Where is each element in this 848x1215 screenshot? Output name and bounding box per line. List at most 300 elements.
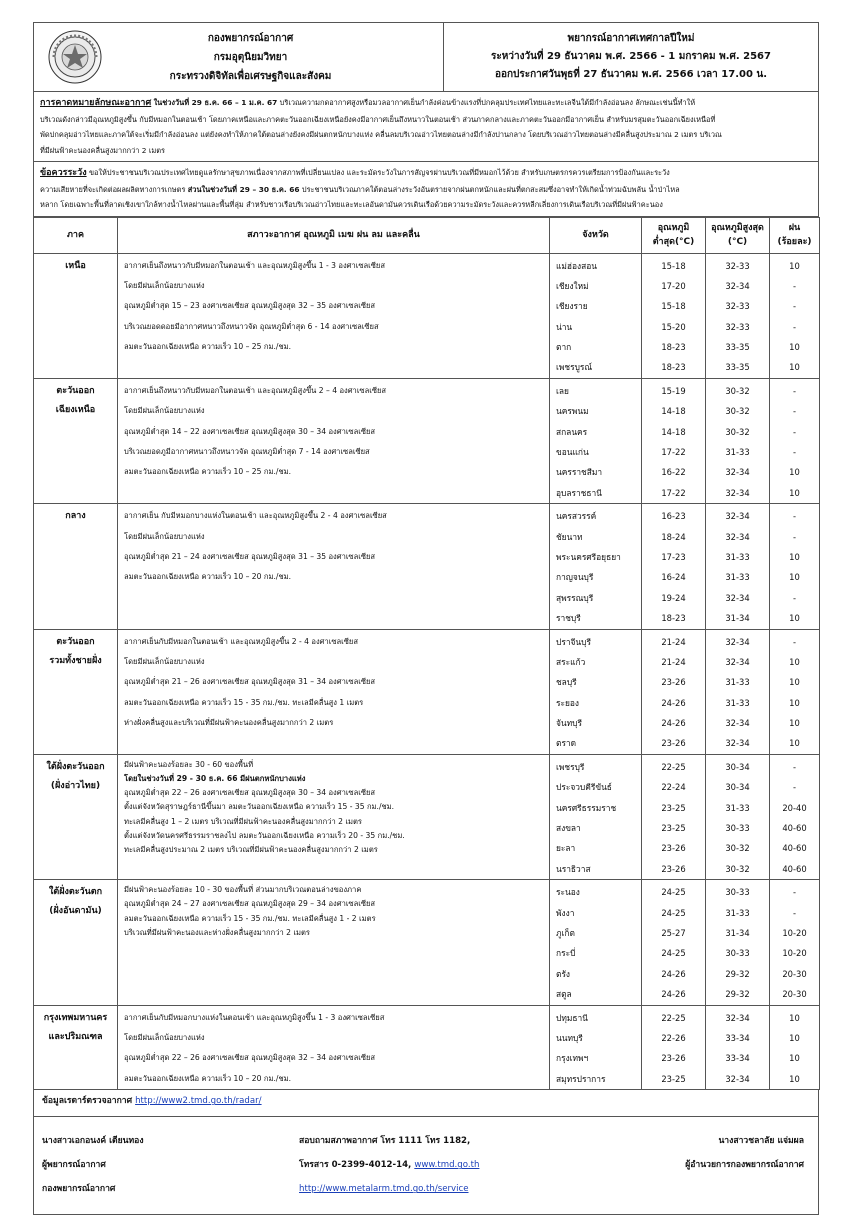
tmax-cell: 32-34 bbox=[725, 592, 750, 603]
rain-cell: - bbox=[792, 511, 797, 522]
rain-cell-column bbox=[770, 253, 820, 378]
province-cell: อุบลราชธานี bbox=[556, 487, 602, 498]
tmax-cell: 30-34 bbox=[725, 782, 750, 793]
tmin-cell: 17-23 bbox=[661, 551, 686, 562]
condition-line: ทะเลมีคลื่นสูงประมาณ 2 เมตร บริเวณที่มีฝนฟ้าคะนองคลื่นสูงมากกว่า 2 เมตร bbox=[124, 845, 378, 855]
radar-link[interactable]: http://www2.tmd.go.th/radar/ bbox=[135, 1096, 262, 1107]
document-footer bbox=[33, 1117, 819, 1215]
outlook-label: การคาดหมายลักษณะอากาศ bbox=[40, 98, 152, 108]
rain-cell: - bbox=[792, 426, 797, 437]
tmax-cell: 32-34 bbox=[725, 487, 750, 498]
tmax-cell: 30-32 bbox=[725, 406, 750, 417]
tmax-cell: 32-33 bbox=[725, 321, 750, 332]
tmax-cell-column bbox=[706, 629, 770, 754]
province-cell: ประจวบคีรีขันธ์ bbox=[556, 782, 612, 793]
tmax-cell: 32-33 bbox=[725, 260, 750, 271]
tmax-cell-column bbox=[706, 378, 770, 503]
tmin-cell: 16-23 bbox=[661, 511, 686, 522]
tmax-cell: 31-33 bbox=[725, 802, 750, 813]
tmin-cell: 15-19 bbox=[661, 385, 686, 396]
rain-cell-column bbox=[770, 629, 820, 754]
tmin-cell-column bbox=[642, 378, 706, 503]
region-row bbox=[34, 880, 820, 1005]
outlook-text-2: บริเวณดังกล่าวมีอุณหภูมิสูงขึ้น กับมีหมอกในตอนเช้า โดยภาคเหนือและภาคตะวันออกเฉียงเหนือยังคงมีอากาศเย็นถึงหนาวในตอนเช้า ส่วนภาคกลางและภาคตะวันออกมีอากาศเย็น สำหรับมรสุมตะวันออกเฉียงเหนือที่ bbox=[40, 114, 716, 124]
rain-cell: 10 bbox=[789, 572, 800, 583]
rain-cell-column bbox=[770, 504, 820, 629]
condition-line: มีฝนฟ้าคะนองร้อยละ 30 - 60 ของพื้นที่ bbox=[124, 759, 254, 769]
radar-row bbox=[33, 1090, 819, 1117]
province-cell: พังงา bbox=[556, 907, 575, 918]
tmin-cell-column bbox=[642, 253, 706, 378]
tmin-cell: 24-26 bbox=[661, 718, 686, 729]
region-name-line: ใต้ฝั่งตะวันตก bbox=[48, 887, 103, 898]
issue-date: ออกประกาศวันพุธที่ 27 ธันวาคม พ.ศ. 2566 เวลา 17.00 น. bbox=[494, 69, 768, 80]
forecast-period: ระหว่างวันที่ 29 ธันวาคม พ.ศ. 2566 - 1 มกราคม พ.ศ. 2567 bbox=[491, 51, 771, 62]
province-cell: ปราจีนบุรี bbox=[556, 636, 591, 647]
tmin-cell: 14-18 bbox=[661, 406, 686, 417]
contact-phone: สอบถามสภาพอากาศ โทร 1111 โทร 1182, bbox=[299, 1136, 471, 1147]
condition-line: ห่างฝั่งคลื่นสูงและบริเวณที่มีฝนฟ้าคะนองคลื่นสูงมากกว่า 2 เมตร bbox=[124, 718, 334, 728]
region-name-line: เหนือ bbox=[65, 260, 86, 271]
tmin-cell: 15-18 bbox=[661, 260, 686, 271]
rain-cell: 40-60 bbox=[782, 863, 807, 874]
header-rain: ฝน (ร้อยละ) bbox=[770, 217, 820, 253]
region-conditions bbox=[118, 754, 550, 879]
region-conditions bbox=[118, 880, 550, 1005]
province-cell-column bbox=[550, 378, 642, 503]
title-block bbox=[444, 23, 818, 91]
outlook-box bbox=[33, 92, 819, 162]
province-cell: เลย bbox=[556, 385, 569, 396]
rain-cell: - bbox=[792, 406, 797, 417]
caution-text-4: หลาก โดยเฉพาะพื้นที่ลาดเชิงเขาใกล้ทางน้ำไหลผ่านและพื้นที่ลุ่ม สำหรับชาวเรือบริเวณอ่าวไทยและทะเลอันดามันควรเดินเรือด้วยความระมัดระวังและควรหลีกเลี่ยงการเดินเรือบริเวณที่มีฝนฟ้าคะนอง bbox=[40, 200, 663, 209]
tmin-cell: 18-24 bbox=[661, 531, 686, 542]
tmax-cell: 31-33 bbox=[725, 697, 750, 708]
province-cell: นครราชสีมา bbox=[556, 467, 603, 478]
tmax-cell: 32-34 bbox=[725, 738, 750, 749]
condition-line: บริเวณที่มีฝนฟ้าคะนองและห่างฝั่งคลื่นสูงมากกว่า 2 เมตร bbox=[124, 927, 311, 937]
province-cell-column bbox=[550, 1005, 642, 1090]
tmax-cell: 30-32 bbox=[725, 863, 750, 874]
forecaster-name: นางสาวเอกอนงค์ เตียนทอง bbox=[42, 1136, 144, 1147]
rain-cell: 10 bbox=[789, 260, 800, 271]
condition-line: โดยในช่วงวันที่ 29 - 30 ธ.ค. 66 มีฝนตกหนักบางแห่ง bbox=[124, 774, 306, 784]
province-cell: ตรัง bbox=[556, 968, 571, 979]
province-cell: ยะลา bbox=[556, 843, 576, 854]
header-tmin: อุณหภูมิ ต่ำสุด(°C) bbox=[642, 217, 706, 253]
tmin-cell: 17-22 bbox=[661, 447, 686, 458]
table-body bbox=[34, 253, 820, 1090]
tmin-cell: 16-22 bbox=[661, 467, 686, 478]
tmax-cell: 32-34 bbox=[725, 1012, 750, 1023]
province-cell: ตาก bbox=[556, 342, 572, 353]
agency-line-1: กองพยากรณ์อากาศ bbox=[207, 32, 294, 44]
province-cell-column bbox=[550, 754, 642, 879]
tmax-cell-column bbox=[706, 1005, 770, 1090]
agency-block bbox=[34, 23, 444, 91]
condition-line: โดยมีฝนเล็กน้อยบางแห่ง bbox=[124, 1032, 205, 1042]
tmin-cell: 21-24 bbox=[661, 636, 686, 647]
caution-box bbox=[33, 162, 819, 217]
contact-fax-line bbox=[299, 1153, 599, 1177]
province-cell: เพชรบูรณ์ bbox=[556, 362, 593, 373]
rain-cell: 10 bbox=[789, 551, 800, 562]
tmax-cell: 33-34 bbox=[725, 1053, 750, 1064]
rain-cell: 10 bbox=[789, 1012, 800, 1023]
caution-line-1 bbox=[40, 165, 812, 182]
region-name bbox=[34, 629, 118, 754]
metalarm-link[interactable]: http://www.metalarm.tmd.go.th/service bbox=[299, 1184, 469, 1195]
condition-line: อุณหภูมิต่ำสุด 15 – 23 องศาเซลเซียส อุณหภูมิสูงสุด 32 – 35 องศาเซลเซียส bbox=[124, 301, 376, 311]
province-cell: ตราด bbox=[556, 738, 577, 749]
rain-cell: - bbox=[792, 301, 797, 312]
rain-cell: - bbox=[792, 531, 797, 542]
rain-cell-column bbox=[770, 1005, 820, 1090]
tmin-cell: 19-24 bbox=[661, 592, 686, 603]
tmax-cell: 29-32 bbox=[725, 968, 750, 979]
region-name bbox=[34, 504, 118, 629]
condition-line: ลมตะวันออกเฉียงเหนือ ความเร็ว 10 – 20 กม./ชม. bbox=[124, 1073, 292, 1083]
province-cell: สมุทรปราการ bbox=[556, 1073, 606, 1084]
condition-line: มีฝนฟ้าคะนองร้อยละ 10 - 30 ของพื้นที่ ส่วนมากบริเวณตอนล่างของภาค bbox=[124, 885, 362, 895]
rain-cell: - bbox=[792, 907, 797, 918]
tmax-cell: 31-34 bbox=[725, 613, 750, 624]
tmin-cell: 24-25 bbox=[661, 907, 686, 918]
tmin-cell: 23-25 bbox=[661, 823, 686, 834]
rain-cell: 20-30 bbox=[782, 989, 807, 1000]
tmin-cell: 18-23 bbox=[661, 342, 686, 353]
document-header bbox=[33, 22, 819, 92]
rain-cell: 10-20 bbox=[782, 948, 807, 959]
province-cell: ชัยนาท bbox=[556, 531, 583, 542]
tmin-cell: 22-25 bbox=[661, 1012, 686, 1023]
rain-cell: 10 bbox=[789, 656, 800, 667]
tmax-cell: 32-33 bbox=[725, 301, 750, 312]
tmax-cell: 30-32 bbox=[725, 385, 750, 396]
condition-line: ลมตะวันออกเฉียงเหนือ ความเร็ว 10 – 20 กม./ชม. bbox=[124, 572, 292, 582]
rain-cell-column bbox=[770, 754, 820, 879]
region-name-line: เฉียงเหนือ bbox=[55, 404, 96, 415]
tmin-cell: 23-26 bbox=[661, 863, 686, 874]
caution-text-3: ประชาชนบริเวณภาคใต้ตอนล่างระวังอันตรายจากฝนตกหนักและฝนที่ตกสะสมซึ่งอาจทำให้เกิดน้ำท่วมฉับพลัน น้ำป่าไหล bbox=[301, 184, 680, 194]
tmin-cell: 18-23 bbox=[661, 362, 686, 373]
condition-line: ลมตะวันออกเฉียงเหนือ ความเร็ว 15 - 35 กม./ชม. ทะเลมีคลื่นสูง 1 เมตร bbox=[124, 697, 364, 707]
rain-cell: - bbox=[792, 782, 797, 793]
tmin-cell: 14-18 bbox=[661, 426, 686, 437]
tmd-seal-icon bbox=[48, 30, 102, 84]
tmax-cell: 30-32 bbox=[725, 843, 750, 854]
rain-cell: 10 bbox=[789, 697, 800, 708]
tmin-cell-column bbox=[642, 629, 706, 754]
tmin-cell: 23-26 bbox=[661, 677, 686, 688]
tmin-cell: 16-24 bbox=[661, 572, 686, 583]
header-condition: สภาวะอากาศ อุณหภูมิ เมฆ ฝน ลม และคลื่น bbox=[118, 217, 550, 253]
tmax-cell: 32-34 bbox=[725, 531, 750, 542]
tmax-cell: 30-33 bbox=[725, 823, 750, 834]
province-cell: นราธิวาส bbox=[556, 863, 591, 874]
condition-line: โดยมีฝนเล็กน้อยบางแห่ง bbox=[124, 406, 205, 416]
condition-line: อุณหภูมิต่ำสุด 22 – 26 องศาเซลเซียส อุณหภูมิสูงสุด 32 – 34 องศาเซลเซียส bbox=[124, 1053, 376, 1063]
province-cell: กาญจนบุรี bbox=[556, 572, 594, 583]
contact-block bbox=[299, 1129, 599, 1214]
rain-cell: 10 bbox=[789, 1032, 800, 1043]
tmax-cell: 29-32 bbox=[725, 989, 750, 1000]
rain-cell: - bbox=[792, 592, 797, 603]
province-cell: ราชบุรี bbox=[556, 613, 581, 624]
rain-cell: 10-20 bbox=[782, 928, 807, 938]
region-conditions bbox=[118, 253, 550, 378]
contact-fax: โทรสาร 0-2399-4012-14, bbox=[299, 1160, 412, 1171]
province-cell: เชียงใหม่ bbox=[556, 280, 589, 291]
tmax-cell: 33-34 bbox=[725, 1032, 750, 1043]
province-cell: ระยอง bbox=[556, 697, 580, 708]
tmax-cell-column bbox=[706, 880, 770, 1005]
outlook-line-1 bbox=[40, 95, 812, 112]
rain-cell: 10 bbox=[789, 738, 800, 749]
region-name-line: ตะวันออก bbox=[56, 385, 95, 396]
condition-line: ทะเลมีคลื่นสูง 1 – 2 เมตร บริเวณที่มีฝนฟ้าคะนองคลื่นสูงมากกว่า 2 เมตร bbox=[124, 816, 362, 826]
condition-line: อากาศเย็นถึงหนาวกับมีหมอกในตอนเช้า และอุณหภูมิสูงขึ้น 2 – 4 องศาเซลเซียส bbox=[124, 385, 387, 395]
outlook-text-3: พัดปกคลุมอ่าวไทยและภาคใต้จะเริ่มมีกำลังอ่อนลง แต่ยังคงทำให้ภาคใต้ตอนล่างยังคงมีฝนตกหนักบางแห่ง คลื่นลมบริเวณอ่าวไทยตอนล่างมีกำลังปานกลาง โดยบริเวณอ่าวไทยตอนล่างมีคลื่นสูงประมาณ 2 เมตร บริเวณ bbox=[40, 130, 722, 139]
condition-line: อุณหภูมิต่ำสุด 24 – 27 องศาเซลเซียส อุณหภูมิสูงสุด 29 – 34 องศาเซลเซียส bbox=[124, 899, 376, 909]
rain-cell: 40-60 bbox=[782, 843, 807, 854]
province-cell: เชียงราย bbox=[556, 301, 588, 312]
rain-cell: 20-30 bbox=[782, 968, 807, 979]
tmax-cell: 30-33 bbox=[725, 887, 750, 898]
caution-line-2 bbox=[40, 182, 812, 198]
province-cell: ชลบุรี bbox=[556, 677, 577, 688]
forecaster-division: กองพยากรณ์อากาศ bbox=[42, 1184, 116, 1195]
condition-line: ตั้งแต่จังหวัดนครศรีธรรมราชลงไป ลมตะวันออกเฉียงเหนือ ความเร็ว 20 - 35 กม./ชม. bbox=[124, 830, 405, 840]
rain-cell: 10 bbox=[789, 342, 800, 353]
rain-cell: 10 bbox=[789, 362, 800, 373]
tmin-cell: 22-26 bbox=[661, 1032, 686, 1043]
radar-label: ข้อมูลเรดาร์ตรวจอากาศ bbox=[42, 1096, 133, 1107]
rain-cell: - bbox=[792, 887, 797, 898]
region-name-line: ใต้ฝั่งตะวันออก bbox=[46, 761, 105, 772]
header-region: ภาค bbox=[34, 217, 118, 253]
province-cell: สระแก้ว bbox=[556, 656, 586, 667]
region-name bbox=[34, 378, 118, 503]
province-cell: นครศรีธรรมราช bbox=[556, 802, 617, 813]
rain-cell: 10 bbox=[789, 1073, 800, 1084]
rain-cell: - bbox=[792, 280, 797, 291]
province-cell: พระนครศรีอยุธยา bbox=[556, 551, 621, 562]
tmin-cell: 22-25 bbox=[661, 761, 686, 772]
forecast-document bbox=[33, 22, 819, 1215]
province-cell: กระบี่ bbox=[556, 948, 576, 959]
tmin-cell: 24-26 bbox=[661, 989, 686, 1000]
document-title: พยากรณ์อากาศเทศกาลปีใหม่ bbox=[567, 33, 695, 44]
tmax-cell: 30-34 bbox=[725, 761, 750, 772]
region-name bbox=[34, 880, 118, 1005]
province-cell: สุพรรณบุรี bbox=[556, 592, 594, 603]
province-cell: ระนอง bbox=[556, 887, 580, 898]
rain-cell-column bbox=[770, 378, 820, 503]
tmin-cell: 23-26 bbox=[661, 843, 686, 854]
condition-line: อุณหภูมิต่ำสุด 21 – 24 องศาเซลเซียส อุณหภูมิสูงสุด 31 – 35 องศาเซลเซียส bbox=[124, 552, 376, 561]
tmd-website-link[interactable]: www.tmd.go.th bbox=[414, 1160, 480, 1171]
tmax-cell: 31-33 bbox=[725, 677, 750, 688]
region-name-line: ตะวันออก bbox=[56, 636, 95, 647]
tmin-cell: 23-25 bbox=[661, 1073, 686, 1084]
province-cell: แม่ฮ่องสอน bbox=[556, 260, 598, 271]
rain-cell: 10 bbox=[789, 487, 800, 498]
region-conditions bbox=[118, 1005, 550, 1090]
rain-cell: 10 bbox=[789, 467, 800, 478]
condition-line: อากาศเย็น กับมีหมอกบางแห่งในตอนเช้า และอุณหภูมิสูงขึ้น 2 - 4 องศาเซลเซียส bbox=[124, 511, 387, 521]
condition-line: อากาศเย็นถึงหนาวกับมีหมอกในตอนเช้า และอุณหภูมิสูงขึ้น 1 - 3 องศาเซลเซียส bbox=[124, 260, 385, 270]
tmax-cell: 30-32 bbox=[725, 426, 750, 437]
tmin-cell-column bbox=[642, 504, 706, 629]
tmin-cell-column bbox=[642, 1005, 706, 1090]
header-tmax: อุณหภูมิสูงสุด (°C) bbox=[706, 217, 770, 253]
province-cell-column bbox=[550, 504, 642, 629]
rain-cell: - bbox=[792, 761, 797, 772]
rain-cell: - bbox=[792, 321, 797, 332]
region-name bbox=[34, 754, 118, 879]
caution-text-1: ขอให้ประชาชนบริเวณประเทศไทยดูแลรักษาสุขภาพเนื่องจากสภาพที่เปลี่ยนแปลง และระมัดระวังในการสัญจรผ่านบริเวณที่มีหมอกไว้ด้วย สำหรับเกษตรกรควรเตรียมการป้องกันและระวัง bbox=[88, 168, 670, 177]
tmin-cell: 23-26 bbox=[661, 1053, 686, 1064]
tmax-cell: 30-33 bbox=[725, 948, 750, 959]
region-row bbox=[34, 378, 820, 503]
condition-line: ลมตะวันออกเฉียงเหนือ ความเร็ว 10 – 25 กม./ชม. bbox=[124, 342, 292, 352]
tmax-cell: 32-34 bbox=[725, 718, 750, 729]
agency-lines bbox=[112, 29, 443, 86]
region-name-line: กลาง bbox=[65, 511, 86, 522]
tmax-cell: 31-33 bbox=[725, 572, 750, 583]
region-row bbox=[34, 629, 820, 754]
tmax-cell: 32-34 bbox=[725, 656, 750, 667]
condition-line: ลมตะวันออกเฉียงเหนือ ความเร็ว 10 – 25 กม./ชม. bbox=[124, 467, 292, 477]
region-row bbox=[34, 504, 820, 629]
agency-line-2: กรมอุตุนิยมวิทยา bbox=[213, 51, 288, 63]
service-link-line bbox=[299, 1177, 599, 1201]
region-row bbox=[34, 1005, 820, 1090]
province-cell: ภูเก็ต bbox=[556, 928, 575, 938]
tmax-cell: 32-34 bbox=[725, 511, 750, 522]
tmax-cell: 32-34 bbox=[725, 467, 750, 478]
director-title: ผู้อำนวยการกองพยากรณ์อากาศ bbox=[685, 1160, 804, 1171]
condition-line: ตั้งแต่จังหวัดสุราษฎร์ธานีขึ้นมา ลมตะวันออกเฉียงเหนือ ความเร็ว 15 - 35 กม./ชม. bbox=[124, 802, 395, 812]
province-cell: กรุงเทพฯ bbox=[556, 1053, 589, 1064]
rain-cell: - bbox=[792, 447, 797, 458]
condition-line: อุณหภูมิต่ำสุด 22 – 26 องศาเซลเซียส อุณหภูมิสูงสุด 30 – 34 องศาเซลเซียส bbox=[124, 788, 376, 798]
condition-line: โดยมีฝนเล็กน้อยบางแห่ง bbox=[124, 531, 205, 541]
condition-line: บริเวณยอดดอยมีอากาศหนาวถึงหนาวจัด อุณหภูมิต่ำสุด 6 - 14 องศาเซลเซียส bbox=[124, 321, 379, 331]
tmin-cell: 23-26 bbox=[661, 738, 686, 749]
director-block bbox=[599, 1129, 818, 1214]
caution-bold: ส่วนในช่วงวันที่ 29 – 30 ธ.ค. 66 bbox=[187, 184, 300, 194]
tmax-cell: 32-34 bbox=[725, 636, 750, 647]
agency-line-3: กระทรวงดิจิทัลเพื่อเศรษฐกิจและสังคม bbox=[169, 70, 332, 82]
province-cell: ขอนแก่น bbox=[556, 447, 589, 458]
province-cell: ปทุมธานี bbox=[556, 1012, 588, 1023]
header-province: จังหวัด bbox=[550, 217, 642, 253]
tmin-cell: 24-26 bbox=[661, 697, 686, 708]
tmax-cell: 32-34 bbox=[725, 1073, 750, 1084]
outlook-text-4: ที่มีฝนฟ้าคะนองคลื่นสูงมากกว่า 2 เมตร bbox=[40, 145, 166, 155]
tmax-cell: 31-34 bbox=[725, 928, 750, 938]
condition-line: อากาศเย็นกับมีหมอกบางแห่งในตอนเช้า และอุณหภูมิสูงขึ้น 1 - 3 องศาเซลเซียส bbox=[124, 1012, 385, 1022]
region-name-line: (ฝั่งอันดามัน) bbox=[49, 906, 102, 917]
region-name-line: กรุงเทพมหานคร bbox=[43, 1012, 108, 1023]
condition-line: อากาศเย็นกับมีหมอกในตอนเช้า และอุณหภูมิสูงขึ้น 2 - 4 องศาเซลเซียส bbox=[124, 636, 358, 646]
province-cell-column bbox=[550, 880, 642, 1005]
province-cell: สตูล bbox=[556, 989, 572, 1000]
tmin-cell: 24-26 bbox=[661, 968, 686, 979]
region-row bbox=[34, 253, 820, 378]
province-cell: นนทบุรี bbox=[556, 1032, 583, 1043]
rain-cell: 10 bbox=[789, 613, 800, 624]
condition-line: บริเวณยอดภูมีอากาศหนาวถึงหนาวจัด อุณหภูมิต่ำสุด 7 - 14 องศาเซลเซียส bbox=[124, 447, 370, 457]
region-name-line: และปริมณฑล bbox=[48, 1031, 103, 1042]
tmin-cell-column bbox=[642, 880, 706, 1005]
director-name: นางสาวชลาลัย แจ่มผล bbox=[718, 1136, 804, 1147]
region-conditions bbox=[118, 504, 550, 629]
tmax-cell: 32-34 bbox=[725, 280, 750, 291]
forecaster-block bbox=[34, 1129, 299, 1214]
tmin-cell: 24-25 bbox=[661, 887, 686, 898]
rain-cell: - bbox=[792, 385, 797, 396]
condition-line: โดยมีฝนเล็กน้อยบางแห่ง bbox=[124, 656, 205, 666]
tmax-cell-column bbox=[706, 754, 770, 879]
rain-cell: 10 bbox=[789, 718, 800, 729]
province-cell: นครสวรรค์ bbox=[556, 511, 597, 522]
region-name-line: รวมทั้งชายฝั่ง bbox=[49, 655, 102, 666]
tmax-cell: 33-35 bbox=[725, 342, 750, 353]
condition-line: ลมตะวันออกเฉียงเหนือ ความเร็ว 15 - 35 กม./ชม. ทะเลมีคลื่นสูง 1 - 2 เมตร bbox=[124, 913, 376, 923]
region-name-line: (ฝั่งอ่าวไทย) bbox=[50, 780, 101, 791]
condition-line: อุณหภูมิต่ำสุด 21 – 26 องศาเซลเซียส อุณหภูมิสูงสุด 31 – 34 องศาเซลเซียส bbox=[124, 677, 376, 687]
tmin-cell: 15-20 bbox=[661, 321, 686, 332]
province-cell: สงขลา bbox=[556, 823, 581, 834]
tmax-cell: 31-33 bbox=[725, 551, 750, 562]
region-name bbox=[34, 253, 118, 378]
province-cell: จันทบุรี bbox=[556, 718, 582, 729]
forecast-table bbox=[33, 217, 820, 1091]
tmax-cell: 33-35 bbox=[725, 362, 750, 373]
condition-line: โดยมีฝนเล็กน้อยบางแห่ง bbox=[124, 280, 205, 290]
tmin-cell: 22-24 bbox=[661, 782, 686, 793]
tmin-cell: 17-20 bbox=[661, 280, 686, 291]
condition-line: อุณหภูมิต่ำสุด 14 – 22 องศาเซลเซียส อุณหภูมิสูงสุด 30 – 34 องศาเซลเซียส bbox=[124, 426, 376, 436]
region-row bbox=[34, 754, 820, 879]
region-conditions bbox=[118, 378, 550, 503]
tmin-cell: 15-18 bbox=[661, 301, 686, 312]
rain-cell: 20-40 bbox=[782, 802, 807, 813]
caution-text-2: ความเสียหายที่จะเกิดต่อผลผลิตทางการเกษตร bbox=[40, 184, 186, 194]
tmin-cell: 17-22 bbox=[661, 487, 686, 498]
rain-cell: 10 bbox=[789, 1053, 800, 1064]
tmin-cell: 24-25 bbox=[661, 948, 686, 959]
caution-label: ข้อควรระวัง bbox=[40, 168, 87, 178]
region-conditions bbox=[118, 629, 550, 754]
province-cell: นครพนม bbox=[556, 406, 589, 417]
province-cell: น่าน bbox=[556, 321, 573, 332]
region-name bbox=[34, 1005, 118, 1090]
table-header-row bbox=[34, 217, 820, 253]
tmin-cell: 18-23 bbox=[661, 613, 686, 624]
tmin-cell-column bbox=[642, 754, 706, 879]
rain-cell: 40-60 bbox=[782, 823, 807, 834]
rain-cell-column bbox=[770, 880, 820, 1005]
tmin-cell: 25-27 bbox=[661, 928, 686, 938]
outlook-text-1: บริเวณความกดอากาศสูงหรือมวลอากาศเย็นกำลังค่อนข้างแรงที่ปกคลุมประเทศไทยและทะเลจีนใต้มีกำลังอ่อนลง ลักษณะเช่นนี้ทำให้ bbox=[279, 98, 696, 107]
province-cell-column bbox=[550, 253, 642, 378]
tmax-cell: 31-33 bbox=[725, 447, 750, 458]
tmax-cell: 31-33 bbox=[725, 907, 750, 918]
